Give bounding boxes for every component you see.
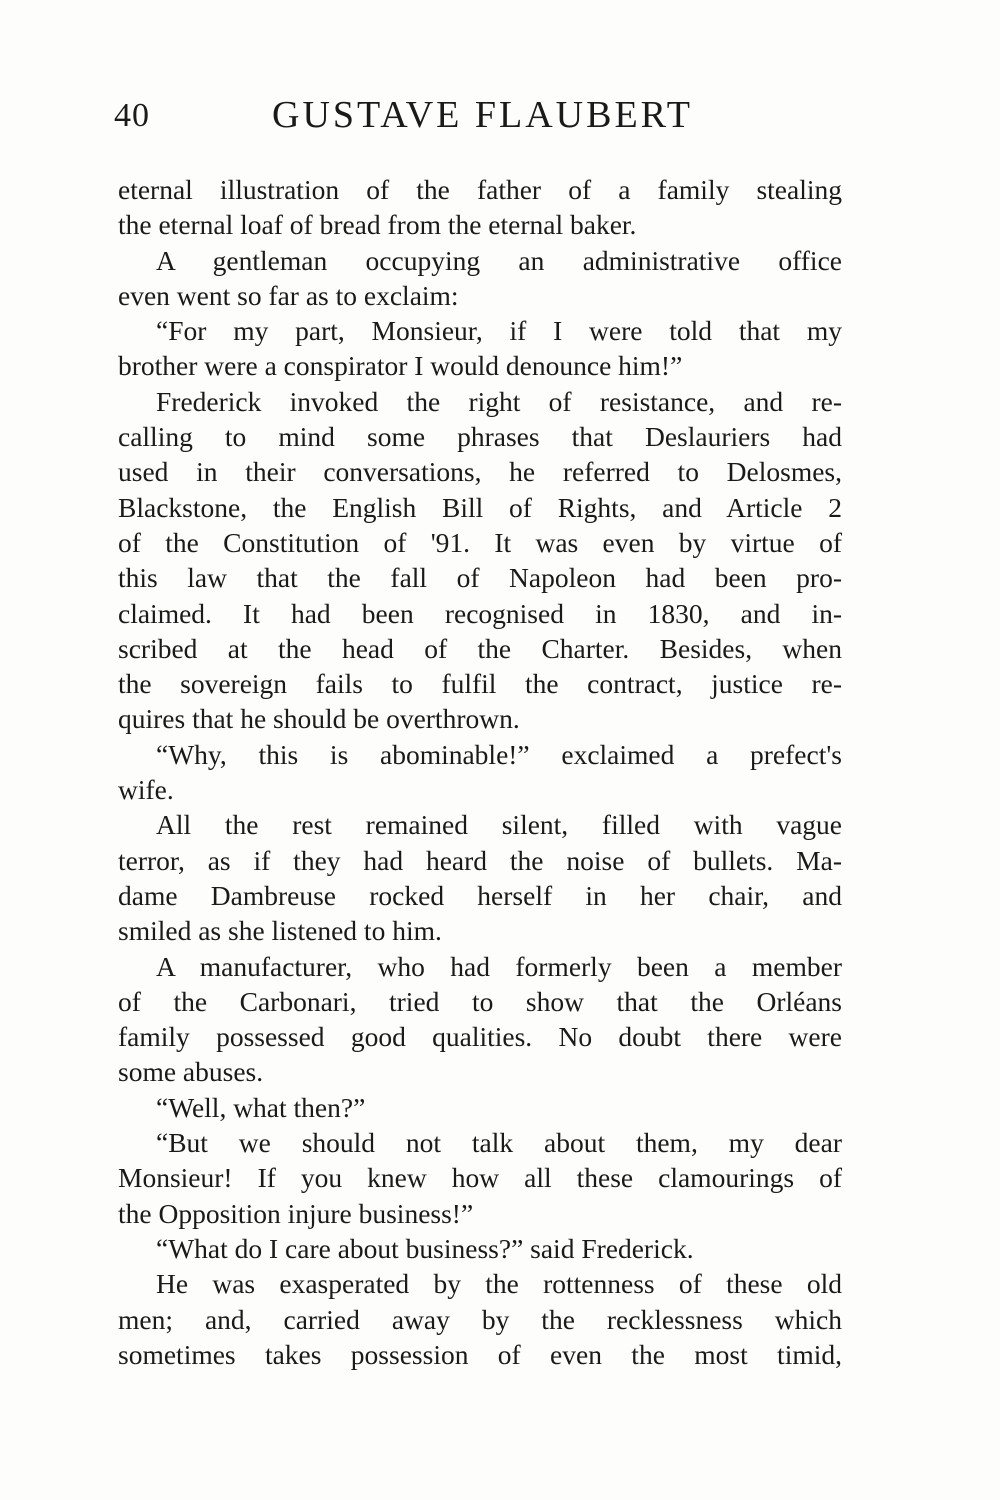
text-line: Blackstone, the English Bill of Rights, and Article 2	[118, 491, 842, 523]
text-line: quires that he should be overthrown.	[118, 703, 520, 735]
text-line: even went so far as to exclaim:	[118, 279, 459, 311]
text-line: the eternal loaf of bread from the eternal baker.	[118, 209, 637, 241]
running-title: GUSTAVE FLAUBERT	[272, 94, 693, 136]
text-line: claimed. It had been recognised in 1830, and in-	[118, 597, 842, 629]
text-line: family possessed good qualities. No doubt there were	[118, 1021, 842, 1053]
text-line: used in their conversations, he referred to Delosmes,	[118, 456, 842, 488]
text-line: of the Constitution of '91. It was even by virtue of	[118, 526, 842, 558]
text-line: smiled as she listened to him.	[118, 915, 442, 947]
text-line: dame Dambreuse rocked herself in her chair, and	[118, 879, 842, 911]
paragraph-start-line: All the rest remained silent, filled with vague	[156, 809, 842, 841]
text-line: men; and, carried away by the recklessness which	[118, 1303, 842, 1335]
paragraph-start-line: He was exasperated by the rottenness of these old	[156, 1268, 842, 1300]
text-line: terror, as if they had heard the noise of bullets. Ma-	[118, 844, 842, 876]
text-line: brother were a conspirator I would denounce him!”	[118, 350, 683, 382]
paragraph-start-line: “Why, this is abominable!” exclaimed a prefect's	[156, 738, 842, 770]
text-line: the sovereign fails to fulfil the contract, justice re-	[118, 668, 842, 700]
paragraph-start-line: Frederick invoked the right of resistance, and re-	[156, 385, 842, 417]
text-line: some abuses.	[118, 1056, 264, 1088]
text-line: calling to mind some phrases that Deslauriers had	[118, 421, 842, 453]
text-line: scribed at the head of the Charter. Besides, when	[118, 632, 842, 664]
paragraph-start-line: “What do I care about business?” said Frederick.	[156, 1232, 694, 1264]
body-text	[118, 172, 842, 1372]
paragraph-start-line: A manufacturer, who had formerly been a member	[156, 950, 842, 982]
text-line: the Opposition injure business!”	[118, 1197, 474, 1229]
text-line: of the Carbonari, tried to show that the Orléans	[118, 985, 842, 1017]
text-line: Monsieur! If you knew how all these clamourings of	[118, 1162, 842, 1194]
paragraph-start-line: “For my part, Monsieur, if I were told that my	[156, 315, 842, 347]
text-line: eternal illustration of the father of a family stealing	[118, 174, 842, 205]
text-line: sometimes takes possession of even the most timid,	[118, 1338, 842, 1370]
paragraph-start-line: “But we should not talk about them, my dear	[156, 1127, 842, 1159]
paragraph-start-line: “Well, what then?”	[156, 1091, 366, 1123]
paragraph-start-line: A gentleman occupying an administrative office	[156, 244, 842, 276]
text-line: wife.	[118, 774, 174, 806]
text-line: this law that the fall of Napoleon had been pro-	[118, 562, 842, 594]
page-header	[114, 93, 854, 143]
page-number: 40	[114, 97, 150, 134]
